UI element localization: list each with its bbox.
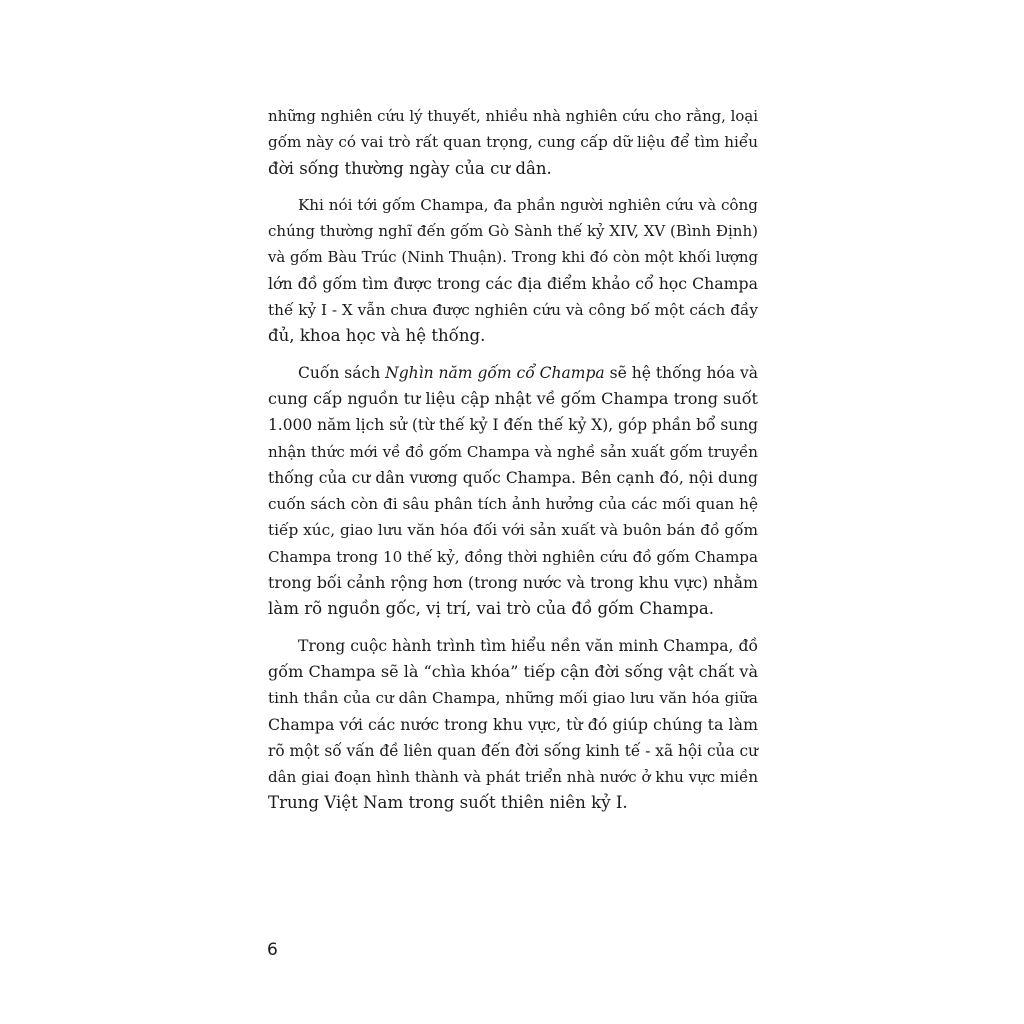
text-line: tiếp xúc, giao lưu văn hóa đối với sản xuất và buôn bán đồ gốm xyxy=(268,521,758,540)
text-line: 1.000 năm lịch sử (từ thế kỷ I đến thế kỷ X), góp phần bổ sung xyxy=(268,416,758,435)
paragraph-1 xyxy=(268,103,758,182)
text-line: rõ một số vấn đề liên quan đến đời sống kinh tế - xã hội của cư xyxy=(268,741,758,760)
text-line-with-book-title xyxy=(268,360,758,386)
text-line: Champa trong 10 thế kỷ, đồng thời nghiên cứu đồ gốm Champa xyxy=(268,547,758,566)
text-line: Khi nói tới gốm Champa, đa phần người nghiên cứu và công xyxy=(298,195,758,214)
text-line: gốm Champa sẽ là “chìa khóa” tiếp cận đời sống vật chất và xyxy=(268,661,759,681)
text-line: chúng thường nghĩ đến gốm Gò Sành thế kỷ XIV, XV (Bình Định) xyxy=(268,222,758,241)
text-line: cung cấp nguồn tư liệu cập nhật về gốm Champa trong suốt xyxy=(268,388,758,408)
text-line: cuốn sách còn đi sâu phân tích ảnh hưởng của các mối quan hệ xyxy=(268,495,758,514)
book-title: Nghìn năm gốm cổ Champa xyxy=(385,363,605,382)
text-line: những nghiên cứu lý thuyết, nhiều nhà nghiên cứu cho rằng, loại xyxy=(268,107,758,125)
text-line: Trung Việt Nam trong suốt thiên niên kỷ I. xyxy=(268,793,628,813)
text-line: Champa với các nước trong khu vực, từ đó giúp chúng ta làm xyxy=(268,714,759,734)
text-line: đủ, khoa học và hệ thống. xyxy=(268,326,486,346)
text-line: đời sống thường ngày của cư dân. xyxy=(268,158,552,178)
paragraph-2 xyxy=(268,192,758,350)
text-line: thống của cư dân vương quốc Champa. Bên cạnh đó, nội dung xyxy=(268,468,758,487)
text-line: dân giai đoạn hình thành và phát triển nhà nước ở khu vực miền xyxy=(268,768,758,787)
text-line: Trong cuộc hành trình tìm hiểu nền văn minh Champa, đồ xyxy=(298,636,758,655)
text-line: trong bối cảnh rộng hơn (trong nước và trong khu vực) nhằm xyxy=(268,573,758,593)
text-segment: sẽ hệ thống hóa và xyxy=(604,363,758,382)
body-text xyxy=(268,103,758,827)
paragraph-4 xyxy=(268,633,758,817)
text-segment: Cuốn sách xyxy=(298,363,386,382)
text-line: và gốm Bàu Trúc (Ninh Thuận). Trong khi đó còn một khối lượng xyxy=(268,248,758,267)
text-line: thế kỷ I - X vẫn chưa được nghiên cứu và công bố một cách đầy xyxy=(268,301,758,320)
paragraph-3 xyxy=(268,360,758,623)
text-line: tinh thần của cư dân Champa, những mối giao lưu văn hóa giữa xyxy=(268,689,758,708)
page-number: 6 xyxy=(267,940,278,960)
text-line: nhận thức mới về đồ gốm Champa và nghề sản xuất gốm truyền xyxy=(268,442,758,461)
text-line: gốm này có vai trò rất quan trọng, cung cấp dữ liệu để tìm hiểu xyxy=(268,133,758,152)
text-line: lớn đồ gốm tìm được trong các địa điểm khảo cổ học Champa xyxy=(268,273,758,293)
text-line: làm rõ nguồn gốc, vị trí, vai trò của đồ gốm Champa. xyxy=(268,599,715,619)
